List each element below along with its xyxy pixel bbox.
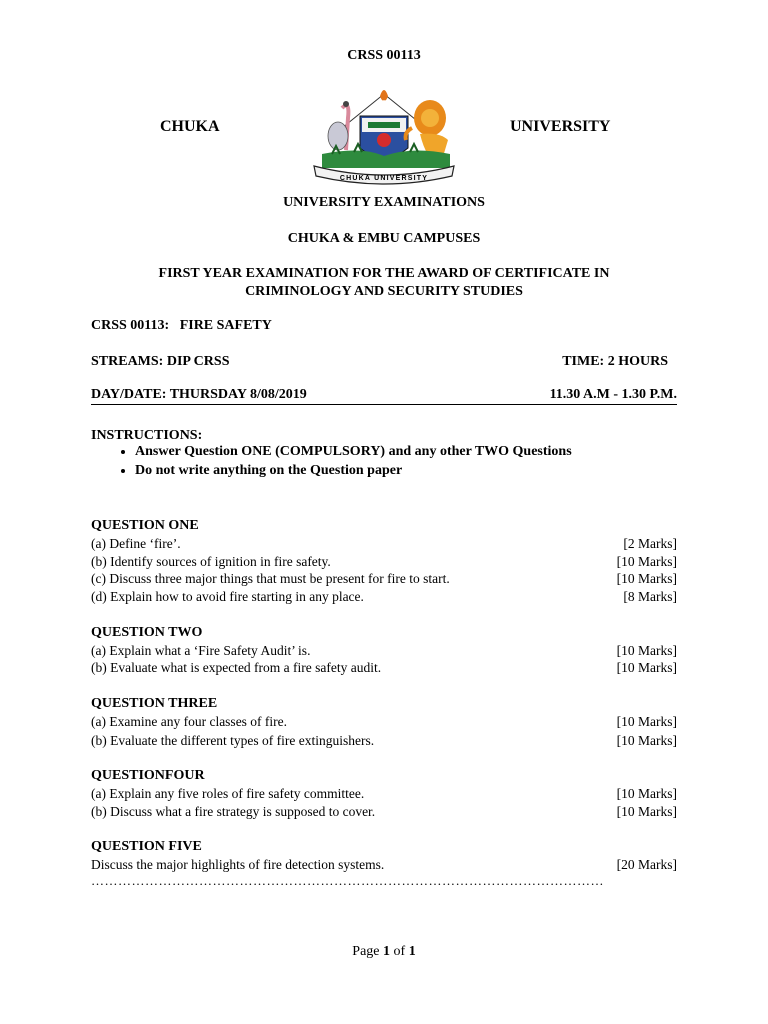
header-divider xyxy=(91,404,677,405)
award-line-1: FIRST YEAR EXAMINATION FOR THE AWARD OF CERTIFICATE IN xyxy=(158,266,610,281)
day-date: DAY/DATE: THURSDAY 8/08/2019 xyxy=(91,387,307,402)
question-text: (a) Examine any four classes of fire. xyxy=(91,714,288,729)
question-part xyxy=(91,553,677,570)
question-text: (a) Explain what a ‘Fire Safety Audit’ is. xyxy=(91,643,311,658)
award-line-2: CRIMINOLOGY AND SECURITY STUDIES xyxy=(245,284,523,299)
question-part xyxy=(91,732,677,749)
question-text: Discuss the major highlights of fire detection systems. xyxy=(91,857,385,872)
question-text: (a) Explain any five roles of fire safety committee. xyxy=(91,786,365,801)
question-part xyxy=(91,642,677,659)
time-range: 11.30 A.M - 1.30 P.M. xyxy=(549,387,677,402)
question-marks: [10 Marks] xyxy=(616,714,677,729)
course-title: FIRE SAFETY xyxy=(179,318,272,333)
question-marks: [2 Marks] xyxy=(623,536,677,551)
page-of: of xyxy=(393,944,406,959)
question-heading: QUESTION THREE xyxy=(91,696,218,711)
question-text: (b) Evaluate what is expected from a fire safety audit. xyxy=(91,660,382,675)
instructions-list xyxy=(91,442,572,480)
question-marks: [10 Marks] xyxy=(616,660,677,675)
dotted-end-line: …………………………………………………………………………………………………… xyxy=(91,873,604,888)
university-name-right: UNIVERSITY xyxy=(510,118,611,135)
exam-title: UNIVERSITY EXAMINATIONS xyxy=(283,195,485,210)
question-heading: QUESTIONFOUR xyxy=(91,768,205,783)
question-marks: [10 Marks] xyxy=(616,733,677,748)
question-marks: [10 Marks] xyxy=(616,643,677,658)
question-text: (d) Explain how to avoid fire starting in any place. xyxy=(91,589,364,604)
page-number: 1 xyxy=(383,944,391,959)
course-code-top: CRSS 00113 xyxy=(347,48,421,63)
question-part xyxy=(91,803,677,820)
instruction-item: • Answer Question ONE (COMPULSORY) and any other TWO Questions xyxy=(135,442,572,461)
question-marks: [8 Marks] xyxy=(623,589,677,604)
question-text: (b) Discuss what a fire strategy is supposed to cover. xyxy=(91,804,376,819)
question-text: (b) Evaluate the different types of fire extinguishers. xyxy=(91,733,375,748)
question-marks: [10 Marks] xyxy=(616,571,677,586)
question-part xyxy=(91,535,677,552)
question-heading: QUESTION TWO xyxy=(91,625,203,640)
page-total: 1 xyxy=(408,944,416,959)
question-heading: QUESTION FIVE xyxy=(91,839,202,854)
page-footer xyxy=(0,944,768,960)
streams: STREAMS: DIP CRSS xyxy=(91,354,230,369)
question-part xyxy=(91,713,677,730)
course-code-label: CRSS 00113: xyxy=(91,318,170,333)
campuses: CHUKA & EMBU CAMPUSES xyxy=(287,231,481,246)
question-marks: [20 Marks] xyxy=(616,857,677,872)
question-part xyxy=(91,588,677,605)
question-text: (c) Discuss three major things that must be present for fire to start. xyxy=(91,571,450,586)
question-text: (b) Identify sources of ignition in fire safety. xyxy=(91,554,331,569)
course-title-line xyxy=(91,317,272,334)
question-part xyxy=(91,856,677,873)
question-marks: [10 Marks] xyxy=(616,804,677,819)
streams-row xyxy=(91,353,677,370)
page-prefix: Page xyxy=(352,944,380,959)
university-name-left: CHUKA xyxy=(160,118,220,135)
question-part xyxy=(91,570,677,587)
exam-time: TIME: 2 HOURS xyxy=(562,354,668,369)
date-row xyxy=(91,386,677,403)
instructions-heading: INSTRUCTIONS: xyxy=(91,428,203,443)
question-text: (a) Define ‘fire’. xyxy=(91,536,181,551)
question-heading: QUESTION ONE xyxy=(91,518,199,533)
question-marks: [10 Marks] xyxy=(616,786,677,801)
logo-ribbon-text: CHUKA UNIVERSITY xyxy=(339,175,429,182)
question-part xyxy=(91,785,677,802)
instruction-item: • Do not write anything on the Question paper xyxy=(135,461,572,480)
university-crest-logo xyxy=(302,88,465,188)
question-part xyxy=(91,659,677,676)
question-marks: [10 Marks] xyxy=(616,554,677,569)
